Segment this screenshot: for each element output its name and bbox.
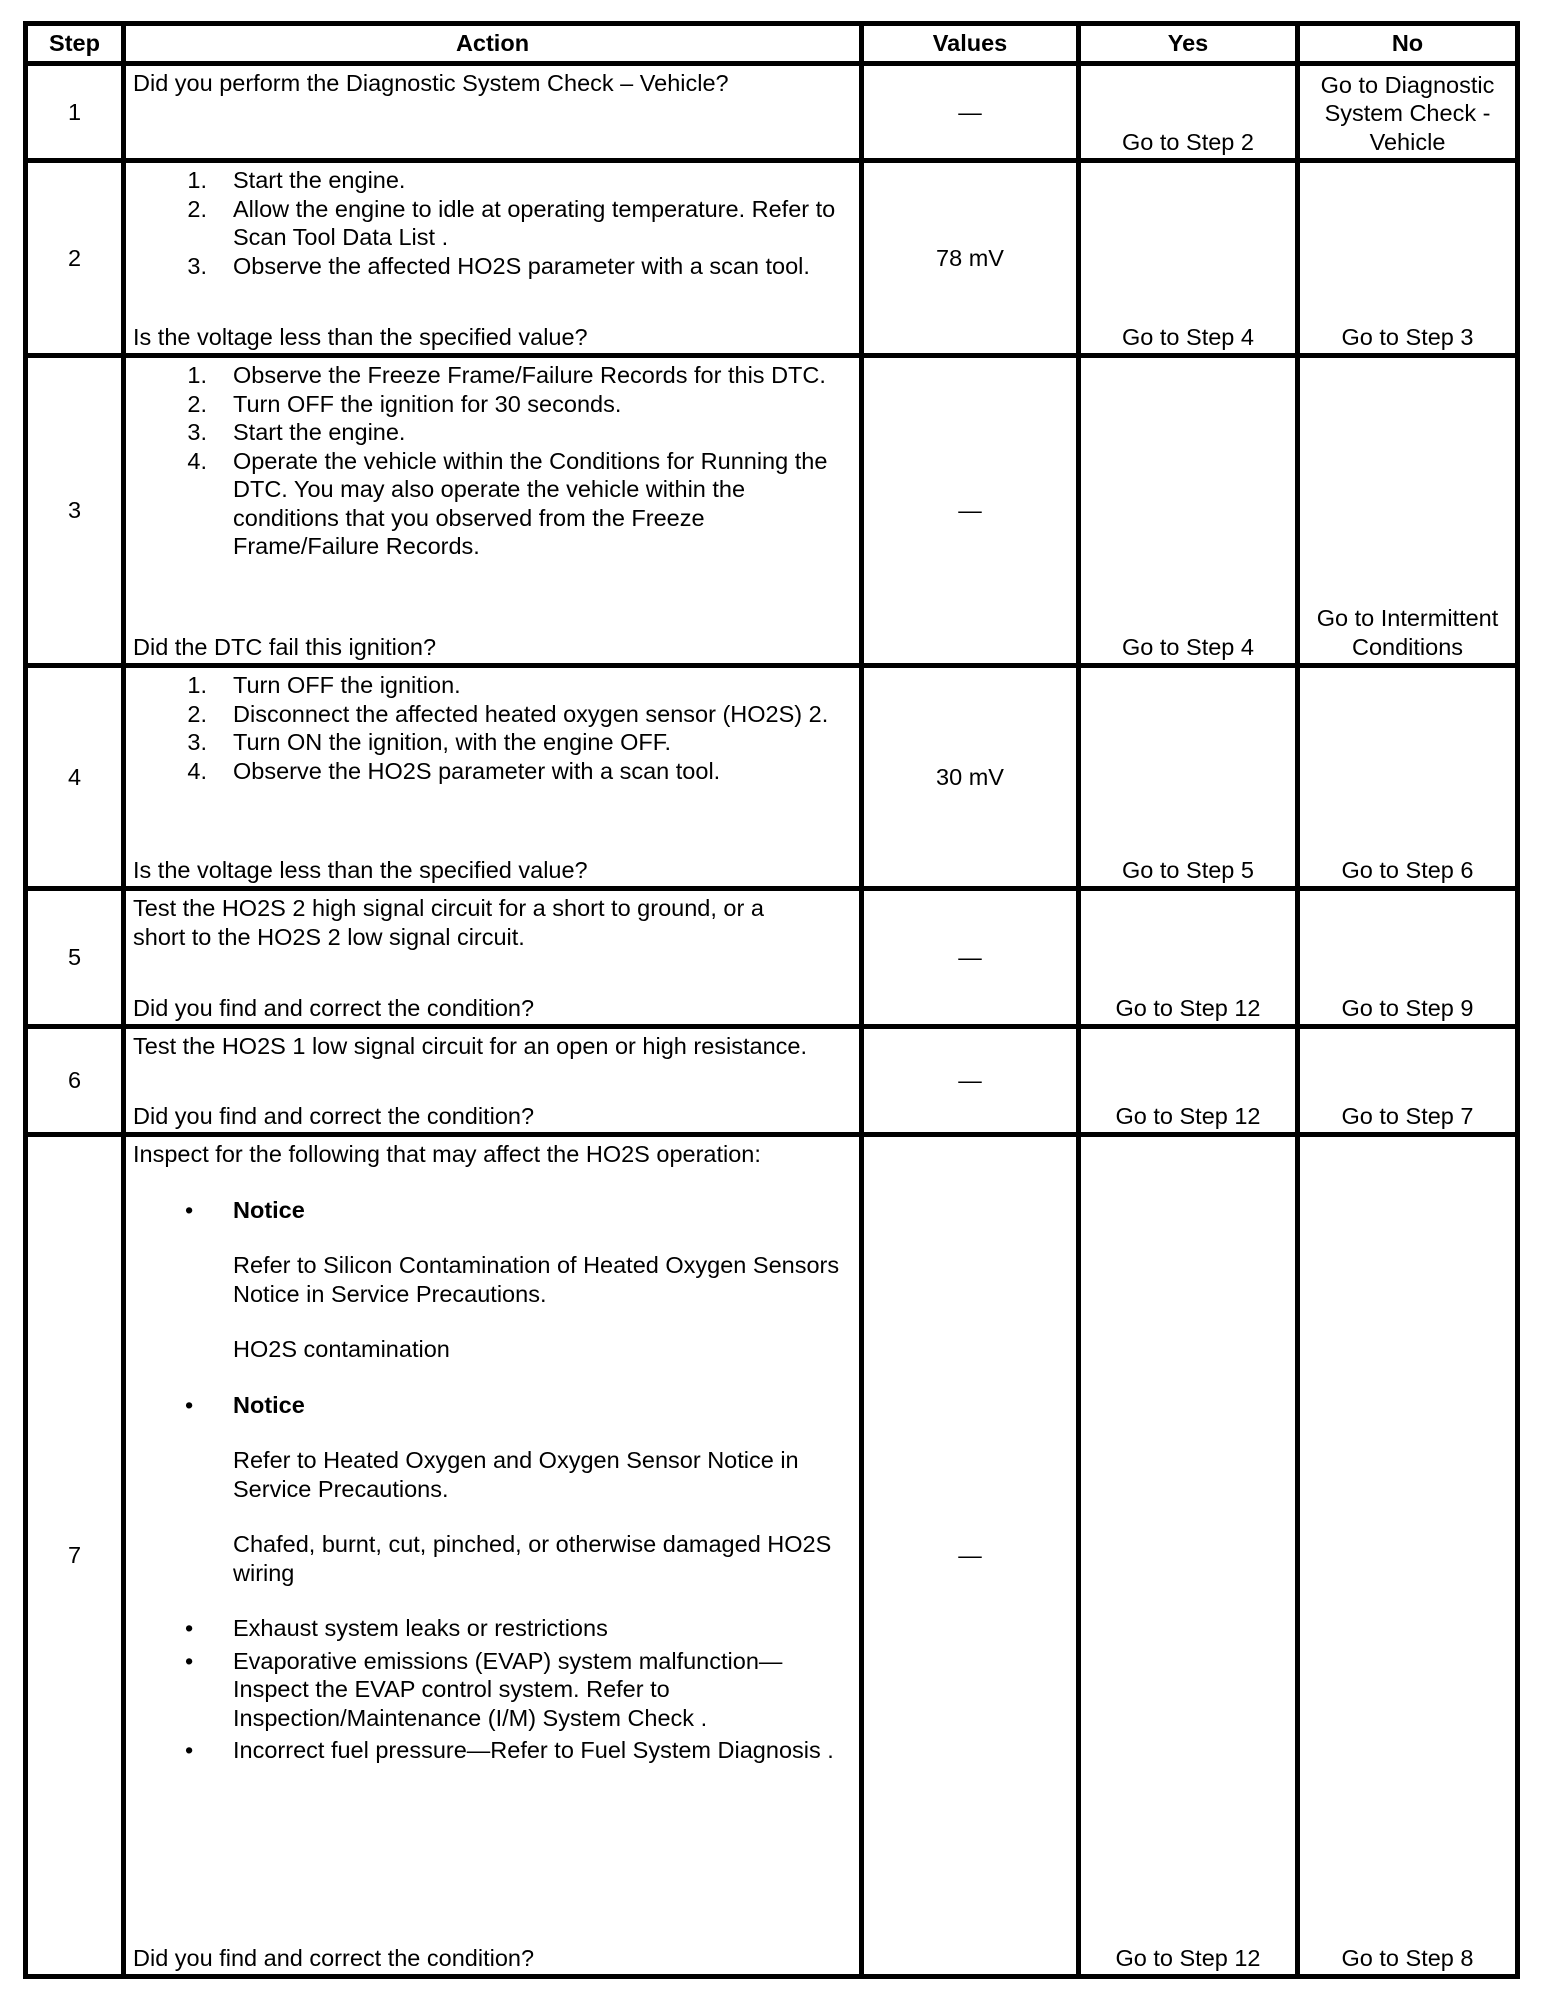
yes-cell xyxy=(1081,358,1295,663)
notice-title: Notice xyxy=(233,1391,305,1418)
yes-cell xyxy=(1081,891,1295,1024)
step-number: 6 xyxy=(67,1067,82,1094)
diagnostic-table xyxy=(23,21,1520,1979)
notice-text: Refer to Silicon Contamination of Heated Oxygen Sensors Notice in Service Precautions. xyxy=(233,1252,840,1307)
value-cell: — xyxy=(958,1067,982,1094)
action-steps xyxy=(133,671,855,785)
yes-cell xyxy=(1081,1029,1295,1132)
yes-cell xyxy=(1081,163,1295,353)
list-item: 1. Turn OFF the ignition. xyxy=(187,672,461,698)
no-link[interactable]: Go to Intermittent Conditions xyxy=(1316,605,1499,660)
step-number: 5 xyxy=(67,944,82,971)
no-link[interactable]: Go to Diagnostic System Check - Vehicle xyxy=(1320,71,1495,155)
yes-cell xyxy=(1081,1137,1295,1974)
value-cell: — xyxy=(958,1542,982,1569)
action-steps xyxy=(133,361,855,561)
notice-subject: Chafed, burnt, cut, pinched, or otherwise damaged HO2S wiring xyxy=(233,1531,832,1586)
list-item: • Exhaust system leaks or restrictions xyxy=(185,1615,608,1641)
list-item: • Evaporative emissions (EVAP) system malfunction—Inspect the EVAP control system. Refer to Inspection/Maintenance (I/M) System Check . xyxy=(185,1647,783,1731)
action-question: Did you find and correct the condition? xyxy=(133,1102,535,1129)
notice-subject: HO2S contamination xyxy=(233,1336,450,1362)
yes-link[interactable]: Go to Step 4 xyxy=(1122,633,1254,660)
action-cell xyxy=(126,668,859,886)
yes-link[interactable]: Go to Step 4 xyxy=(1122,323,1254,350)
step-number: 2 xyxy=(67,244,82,271)
no-link[interactable]: Go to Step 8 xyxy=(1341,1944,1474,1971)
action-text: Test the HO2S 2 high signal circuit for a short to ground, or a short to the HO2S 2 low signal circuit. xyxy=(133,895,764,950)
list-item: 3. Observe the affected HO2S parameter with a scan tool. xyxy=(187,252,810,279)
header-values: Values xyxy=(932,30,1008,57)
notice-title: Notice xyxy=(233,1196,305,1223)
value-cell: — xyxy=(958,497,982,524)
list-item: • Incorrect fuel pressure—Refer to Fuel System Diagnosis . xyxy=(185,1737,834,1763)
action-text: Test the HO2S 1 low signal circuit for an open or high resistance. xyxy=(133,1033,808,1059)
yes-link[interactable]: Go to Step 12 xyxy=(1115,994,1261,1021)
list-item: 2. Allow the engine to idle at operating temperature. Refer to Scan Tool Data List . xyxy=(187,195,836,250)
action-cell xyxy=(126,358,859,663)
yes-link[interactable]: Go to Step 12 xyxy=(1115,1102,1261,1129)
list-item: 4. Observe the HO2S parameter with a scan tool. xyxy=(187,757,721,784)
list-item: 1. Observe the Freeze Frame/Failure Records for this DTC. xyxy=(187,362,826,388)
yes-cell xyxy=(1081,66,1295,158)
yes-cell xyxy=(1081,668,1295,886)
step-number: 1 xyxy=(67,98,82,125)
yes-link[interactable]: Go to Step 12 xyxy=(1115,1944,1261,1971)
action-question: Did you perform the Diagnostic System Check – Vehicle? xyxy=(133,70,729,96)
yes-link[interactable]: Go to Step 5 xyxy=(1122,856,1254,883)
step-number: 3 xyxy=(67,497,82,524)
action-question: Did you find and correct the condition? xyxy=(133,1944,535,1971)
list-item: 2. Turn OFF the ignition for 30 seconds. xyxy=(187,390,622,417)
value-cell: 78 mV xyxy=(936,244,1004,271)
header-action: Action xyxy=(455,30,530,57)
action-cell xyxy=(126,163,859,353)
notice-text: Refer to Heated Oxygen and Oxygen Sensor Notice in Service Precautions. xyxy=(233,1447,799,1502)
action-cell xyxy=(126,891,859,1024)
action-cell xyxy=(126,1029,859,1132)
list-item: 3. Turn ON the ignition, with the engine OFF. xyxy=(187,729,672,755)
list-item: 4. Operate the vehicle within the Conditions for Running the DTC. You may also operate the vehicle within the conditions that you observed from the Freeze Frame/Failure Records. xyxy=(187,447,828,559)
value-cell: — xyxy=(958,98,982,125)
step-number: 7 xyxy=(67,1542,82,1569)
action-intro: Inspect for the following that may affect the HO2S operation: xyxy=(133,1141,761,1167)
notice-item: • Notice Refer to Heated Oxygen and Oxygen Sensor Notice in Service Precautions. Chafed, burnt, cut, pinched, or otherwise damaged HO2S wiring xyxy=(133,1391,855,1588)
no-link[interactable]: Go to Step 3 xyxy=(1341,323,1474,350)
no-cell xyxy=(1300,1137,1515,1974)
no-cell xyxy=(1300,1029,1515,1132)
notice-item: • Notice Refer to Silicon Contamination of Heated Oxygen Sensors Notice in Service Precautions. HO2S contamination xyxy=(133,1196,855,1364)
step-number: 4 xyxy=(67,763,82,790)
no-cell xyxy=(1300,163,1515,353)
list-item: 1. Start the engine. xyxy=(187,167,406,193)
value-cell: — xyxy=(958,944,982,971)
action-question: Is the voltage less than the specified value? xyxy=(133,323,588,350)
action-cell xyxy=(126,1137,859,1974)
no-link[interactable]: Go to Step 7 xyxy=(1341,1102,1474,1129)
header-no: No xyxy=(1391,30,1424,57)
value-cell: 30 mV xyxy=(936,763,1004,790)
no-cell xyxy=(1300,891,1515,1024)
no-link[interactable]: Go to Step 9 xyxy=(1341,994,1474,1021)
action-cell xyxy=(126,66,859,158)
action-steps xyxy=(133,166,855,280)
action-question: Did you find and correct the condition? xyxy=(133,994,535,1021)
list-item: 2. Disconnect the affected heated oxygen sensor (HO2S) 2. xyxy=(187,700,829,727)
no-cell xyxy=(1300,668,1515,886)
list-item: 3. Start the engine. xyxy=(187,419,406,445)
yes-link[interactable]: Go to Step 2 xyxy=(1122,128,1254,155)
action-question: Is the voltage less than the specified value? xyxy=(133,856,588,883)
header-yes: Yes xyxy=(1167,30,1209,57)
no-cell xyxy=(1300,66,1515,158)
header-step: Step xyxy=(49,30,100,57)
no-cell xyxy=(1300,358,1515,663)
action-question: Did the DTC fail this ignition? xyxy=(133,633,437,660)
no-link[interactable]: Go to Step 6 xyxy=(1341,856,1474,883)
